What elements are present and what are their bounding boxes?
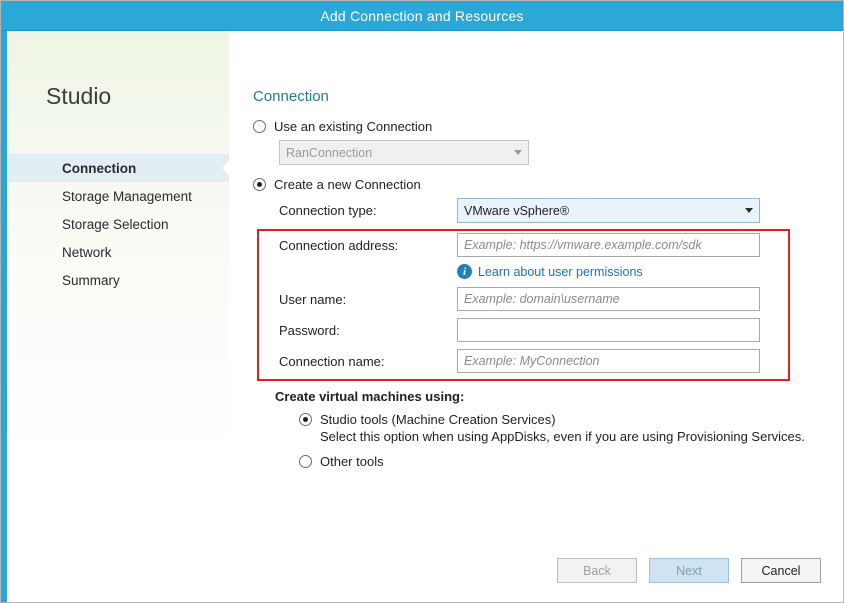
user-permissions-row [457, 264, 821, 279]
vm-option-studio-tools[interactable] [253, 412, 821, 427]
sidebar-item-storage-management[interactable] [7, 182, 229, 210]
chevron-down-icon [514, 150, 522, 155]
sidebar-item-label: Connection [62, 160, 137, 176]
next-button[interactable]: Next [649, 558, 729, 583]
main-panel [229, 31, 843, 603]
back-button[interactable]: Back [557, 558, 637, 583]
sidebar-item-network[interactable] [7, 238, 229, 266]
user-name-row [253, 287, 821, 311]
chevron-down-icon [745, 208, 753, 213]
vm-option-label: Other tools [320, 454, 384, 469]
title-bar [1, 1, 843, 31]
create-new-connection-option[interactable] [253, 177, 821, 192]
user-name-input[interactable]: Example: domain\username [457, 287, 760, 311]
connection-type-row [253, 198, 821, 223]
radio-use-existing-connection[interactable] [253, 120, 266, 133]
connection-name-row [253, 349, 821, 373]
create-vm-heading: Create virtual machines using: [275, 389, 465, 404]
password-row [253, 318, 821, 342]
radio-studio-tools[interactable] [299, 413, 312, 426]
sidebar-item-storage-selection[interactable] [7, 210, 229, 238]
wizard-sidebar [7, 31, 229, 603]
vm-option-label: Studio tools (Machine Creation Services) [320, 412, 556, 427]
sidebar-item-label: Storage Selection [62, 216, 169, 232]
page-title: Connection [253, 88, 329, 105]
use-existing-connection-option[interactable] [253, 119, 821, 134]
connection-name-label: Connection name: [279, 353, 385, 369]
connection-type-select[interactable] [457, 198, 760, 223]
sidebar-item-label: Storage Management [62, 188, 192, 204]
connection-type-label: Connection type: [279, 203, 377, 218]
radio-create-new-connection[interactable] [253, 178, 266, 191]
user-name-label: User name: [279, 291, 347, 307]
existing-connection-value: RanConnection [286, 145, 373, 160]
password-input[interactable] [457, 318, 760, 342]
wizard-steps [7, 154, 229, 294]
vm-option-note: Select this option when using AppDisks, even if you are using Provisioning Services. [320, 429, 805, 444]
learn-about-user-permissions-link[interactable]: Learn about user permissions [478, 264, 643, 279]
connection-address-input[interactable]: Example: https://vmware.example.com/sdk [457, 233, 760, 257]
vm-option-other-tools[interactable] [253, 454, 821, 469]
sidebar-item-label: Summary [62, 272, 120, 288]
dialog-footer [557, 558, 821, 583]
connection-name-input[interactable]: Example: MyConnection [457, 349, 760, 373]
create-new-connection-label: Create a new Connection [274, 177, 421, 192]
connection-address-label: Connection address: [279, 237, 399, 253]
connection-type-value: VMware vSphere® [464, 203, 570, 218]
connection-address-row [253, 233, 821, 257]
sidebar-item-summary[interactable] [7, 266, 229, 294]
password-label: Password: [279, 322, 340, 338]
sidebar-item-label: Network [62, 244, 112, 260]
product-name: Studio [46, 83, 112, 109]
existing-connection-dropdown[interactable] [279, 140, 529, 165]
sidebar-item-connection[interactable] [7, 154, 229, 182]
radio-other-tools[interactable] [299, 455, 312, 468]
window-title: Add Connection and Resources [320, 7, 524, 24]
dialog-body [1, 31, 843, 603]
cancel-button[interactable]: Cancel [741, 558, 821, 583]
use-existing-connection-label: Use an existing Connection [274, 119, 433, 134]
info-icon: i [457, 264, 472, 279]
